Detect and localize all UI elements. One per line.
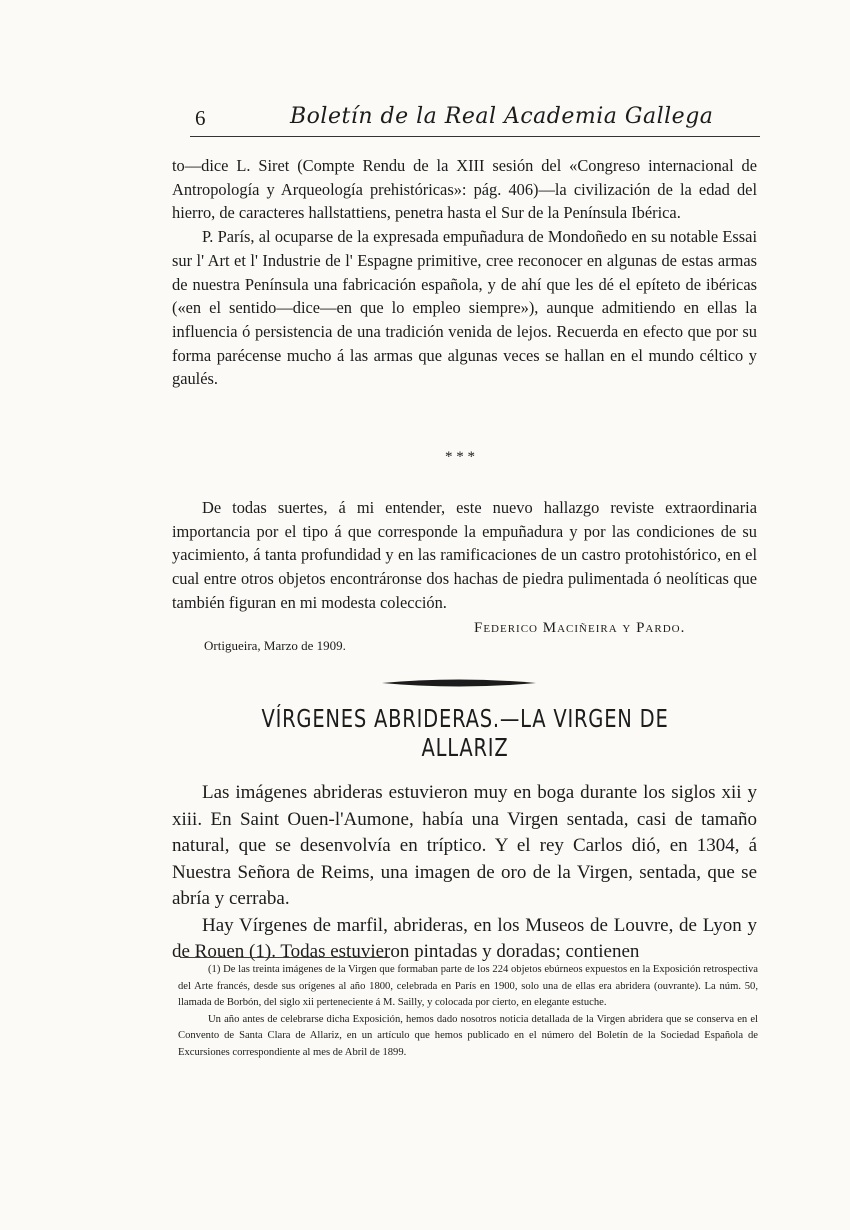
page-number: 6 bbox=[195, 106, 206, 130]
footnotes bbox=[178, 962, 758, 1061]
article-one-text bbox=[172, 154, 757, 391]
page-header bbox=[190, 104, 760, 137]
footnote-1-continuation: Un año antes de celebrarse dicha Exposición, hemos dado nosotros noticia detallada de la Virgen abridera que se conserva en el Convento de Santa Clara de Allariz, en un artículo que hemos publicado en el número del Boletín de la Sociedad Española de Excursiones correspondiente al mes de Abril de 1899. bbox=[178, 1013, 758, 1058]
running-title: Boletín de la Real Academia Gallega bbox=[290, 104, 714, 129]
place-date: Ortigueira, Marzo de 1909. bbox=[204, 638, 346, 653]
closing-text bbox=[172, 496, 757, 615]
footnote-divider bbox=[180, 957, 390, 958]
footnote-1: (1) De las treinta imágenes de la Virgen que formaban parte de los 224 objetos ebúrneos expuestos en la Exposición retrospectiva del Arte francés, desde sus orígenes al año 1800, celebrada en París en 1900, solo una de ellas era abridera (ouvrante). La núm. 50, llamada de Borbón, del siglo xii perteneciente á M. Sailly, y colocada por cierto, en elegante estuche. bbox=[178, 964, 758, 1008]
author-signature: Federico Maciñeira y Pardo. bbox=[474, 620, 686, 636]
ornamental-rule bbox=[380, 676, 538, 690]
article-title: VÍRGENES ABRIDERAS.—LA VIRGEN DE ALLARIZ bbox=[261, 704, 669, 762]
paragraph-conclusion: De todas suertes, á mi entender, este nuevo hallazgo reviste extraordinaria importancia por el tipo á que corresponde la empuñadura y por las condiciones de su yacimiento, á tanta profundidad y en las ramificaciones de un castro protohistórico, en el cual entre otros objetos encontráronse dos hachas de piedra pulimentada ó neolíticas que también figuran en mi modesta colección. bbox=[172, 498, 757, 612]
article-two-text bbox=[172, 780, 757, 966]
paragraph-siret: to—dice L. Siret (Compte Rendu de la XIII sesión del «Congreso internacional de Antropología y Arqueología prehistóricas»: pág. 406)—la civilización de la edad del hierro, de caracteres hallstattiens, penetra hasta el Sur de la Península Ibérica. bbox=[172, 156, 757, 223]
paragraph-marfil: Hay Vírgenes de marfil, abrideras, en los Museos de Louvre, de Lyon y de Rouen (1). Todas estuvieron pintadas y doradas; contienen bbox=[172, 914, 757, 962]
paragraph-abrideras: Las imágenes abrideras estuvieron muy en boga durante los siglos xii y xiii. En Saint Ouen-l'Aumone, había una Virgen sentada, casi de tamaño natural, que se desenvolvía en tríptico. Y el rey Carlos dió, en 1304, á Nuestra Señora de Reims, una imagen de oro de la Virgen, sentada, que se abría y cerraba. bbox=[172, 782, 757, 909]
asterism-divider: * * * bbox=[445, 449, 475, 465]
paragraph-paris: P. París, al ocuparse de la expresada empuñadura de Mondoñedo en su notable Essai sur l' Art et l' Industrie de l' Espagne primitive, cree reconocer en algunas de estas armas de nuestra Península una fabricación española, y de ahí que les dé el epíteto de ibéricas («en el sentido—dice—en que lo empleo siempre»), aunque admitiendo en ellas la influencia ó persistencia de una tradición venida de lejos. Recuerda en efecto que por su forma parécense mucho á las armas que algunas veces se hallan en el mundo céltico y gaulés. bbox=[172, 227, 757, 389]
